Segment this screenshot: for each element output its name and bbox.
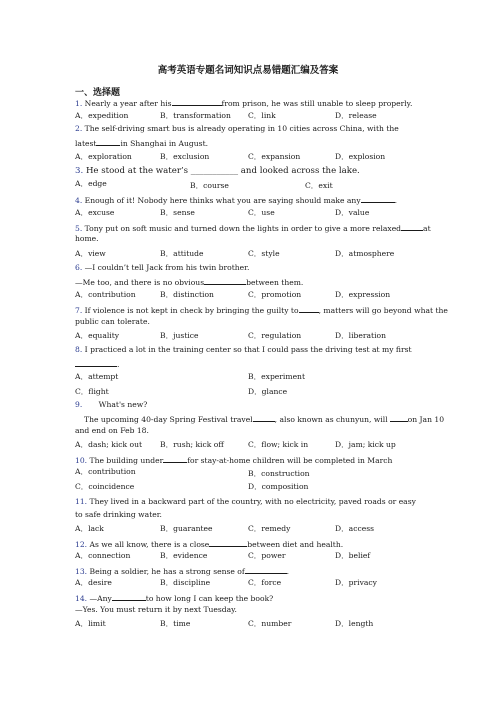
question-number: 2. [75,124,83,133]
question-8: 8. I practiced a lot in the training center so that I could pass the driving test at my first [75,345,412,354]
question-8-cont: . [75,358,119,370]
option-a[interactable]: A．view [75,249,106,258]
option-d[interactable]: D．atmosphere [335,249,395,258]
option-a[interactable]: A．connection [75,551,131,560]
option-b[interactable]: B．sense [160,208,195,217]
option-c[interactable]: C．flow; kick in [248,440,309,449]
question-number: 10. [75,456,88,465]
question-5: 5. Tony put on soft music and turned down the lights in order to give a more relaxed at [75,224,431,233]
option-d[interactable]: D．privacy [335,578,377,587]
question-7: 7. If violence is not kept in check by bringing the guilty to , matters will go beyond what the [75,306,448,315]
option-c[interactable]: C．coincidence [75,482,135,491]
section-heading: 一、选择题 [75,88,121,98]
option-b[interactable]: B．transformation [160,111,231,120]
question-14-cont: —Yes. You must return it by next Tuesday. [75,605,237,614]
option-a[interactable]: A．excuse [75,208,115,217]
question-number: 13. [75,567,88,576]
option-a[interactable]: A．exploration [75,152,132,161]
question-number: 14. [75,594,88,603]
option-b[interactable]: B．attitude [160,249,204,258]
question-number: 3. [75,166,84,176]
option-a[interactable]: A．contribution [75,290,136,299]
question-6-cont: —Me too, and there is no obvious between them. [75,278,304,287]
option-a[interactable]: A．limit [75,619,106,628]
answer-blank [390,413,408,422]
option-d[interactable]: D．glance [248,387,288,396]
question-5-cont: home. [75,234,99,243]
question-number: 8. [75,345,83,354]
option-d[interactable]: D．length [335,619,374,628]
option-c[interactable]: C．promotion [248,290,302,299]
question-11-cont: to safe drinking water. [75,510,162,519]
option-d[interactable]: D．jam; kick up [335,440,396,449]
question-number: 1. [75,99,83,108]
question-9: 9. What's new? [75,400,148,409]
answer-blank [401,222,423,231]
question-10: 10. The building under for stay-at-home children will be completed in March [75,456,393,465]
question-number: 4. [75,196,83,205]
option-c[interactable]: C．expansion [248,152,301,161]
question-11: 11. They lived in a backward part of the country, with no electricity, paved roads or easy [75,497,416,506]
question-14: 14. —Any to how long I can keep the book? [75,594,274,603]
option-a[interactable]: A．contribution [75,467,136,476]
option-b[interactable]: B．experiment [248,372,306,381]
question-12: 12. As we all know, there is a close between diet and health. [75,540,344,549]
option-b[interactable]: B．guarantee [160,524,213,533]
question-number: 12. [75,540,88,549]
question-6: 6. —I couldn’t tell Jack from his twin brother. [75,263,250,272]
answer-blank [163,454,187,463]
option-c[interactable]: C．regulation [248,331,302,340]
option-c[interactable]: C．power [248,551,286,560]
answer-blank [172,97,222,106]
answer-blank [204,276,246,285]
option-c[interactable]: C．use [248,208,275,217]
option-a[interactable]: A．desire [75,578,112,587]
question-1: 1. Nearly a year after his from prison, he was still unable to sleep properly. [75,99,413,108]
answer-blank [361,194,395,203]
option-c[interactable]: C．link [248,111,276,120]
option-c[interactable]: C．remedy [248,524,291,533]
question-2: 2. The self-driving smart bus is already operating in 10 cities across China, with the [75,124,399,133]
option-b[interactable]: B．construction [248,469,310,478]
option-a[interactable]: A．lack [75,524,104,533]
option-d[interactable]: D．access [335,524,375,533]
option-a[interactable]: A．equality [75,331,120,340]
option-b[interactable]: B．exclusion [160,152,210,161]
question-3: 3. He stood at the water’s ___________ and looked across the lake. [75,166,360,176]
option-b[interactable]: B．distinction [160,290,214,299]
answer-blank [209,538,247,547]
question-9-cont2: and end on Feb 18. [75,426,149,435]
question-2-cont: latest in Shanghai in August. [75,139,209,148]
option-d[interactable]: D．liberation [335,331,386,340]
option-d[interactable]: D．belief [335,551,371,560]
option-b[interactable]: B．course [190,181,229,190]
option-c[interactable]: C．force [248,578,282,587]
option-b[interactable]: B．rush; kick off [160,440,224,449]
option-d[interactable]: D．composition [248,482,309,491]
answer-blank [299,304,319,313]
option-c[interactable]: C．flight [75,387,109,396]
question-4: 4. Enough of it! Nobody here thinks what you are saying should make any . [75,196,398,205]
page-title: 高考英语专题名词知识点易错题汇编及答案 [157,65,339,76]
option-d[interactable]: D．release [335,111,377,120]
answer-blank [253,413,275,422]
option-c[interactable]: C．exit [305,181,333,190]
answer-blank [112,592,146,601]
answer-blank [245,565,287,574]
question-7-cont: public can tolerate. [75,317,150,326]
option-d[interactable]: D．explosion [335,152,386,161]
question-number: 7. [75,306,83,315]
option-c[interactable]: C．number [248,619,292,628]
question-number: 6. [75,263,83,272]
option-a[interactable]: A．dash; kick out [75,440,143,449]
option-a[interactable]: A．expedition [75,111,129,120]
answer-blank [96,137,120,146]
option-b[interactable]: B．time [160,619,191,628]
option-b[interactable]: B．justice [160,331,199,340]
option-a[interactable]: A．edge [75,179,107,188]
question-number: 5. [75,224,83,233]
question-number: 9. [75,400,83,409]
question-9-cont: The upcoming 40-day Spring Festival travel , also known as chunyun, will on Jan 10 [84,415,445,424]
answer-blank [75,358,117,367]
question-13: 13. Being a soldier, he has a strong sense of . [75,567,290,576]
option-c[interactable]: C．style [248,249,280,258]
option-d[interactable]: D．expression [335,290,391,299]
option-d[interactable]: D．value [335,208,370,217]
question-number: 11. [75,497,88,506]
option-b[interactable]: B．evidence [160,551,208,560]
option-a[interactable]: A．attempt [75,372,119,381]
option-b[interactable]: B．discipline [160,578,211,587]
